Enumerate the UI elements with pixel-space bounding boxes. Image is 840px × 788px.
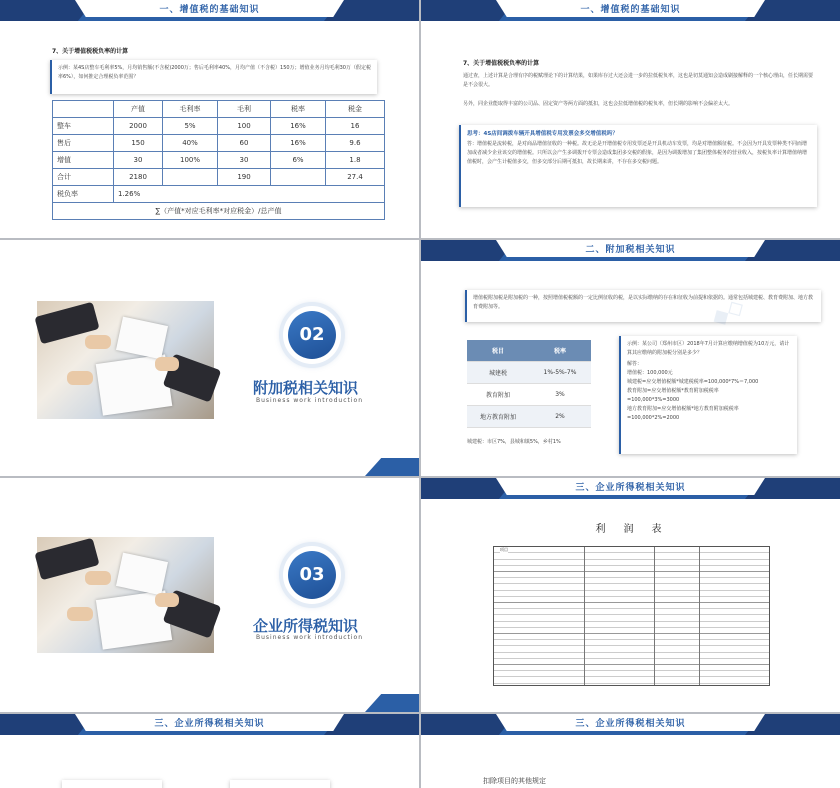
slide-3[interactable] [0,240,419,476]
question-text: 思考：4S店间调拨车辆开具增值税专用发票会多交增值税吗？ [467,131,618,137]
slide-4[interactable] [421,240,840,476]
table-cell: 40% [163,135,218,152]
table-cell: 100 [218,118,271,135]
example-box [50,60,377,94]
section-text: 扣除项目的其他规定 [483,777,546,785]
table-cell: 16 [326,118,385,135]
solution-title: 解答： [627,361,643,367]
table-cell: 16% [271,135,326,152]
band-title: 一、增值税的基础知识 [159,5,260,15]
solution-line: =100,000*2%=2000 [627,415,680,421]
intro-text: 增值税附加税是附加税的一种，按照增值税税额的一定比例征收的税，是以实际缴纳的存在和征收为前提和依据的。通常包括城建税、教育费附加、地方教育费附加等。 [473,295,814,310]
table-cell: 2% [529,406,591,428]
table-header: 产值 [114,101,163,118]
solution-line: =100,000*3%=3000 [627,397,680,403]
slide-1[interactable] [0,0,419,238]
title-band [421,714,840,735]
slide-2[interactable] [421,0,840,238]
example-text: 示例：某4S店整车毛利率5%，月均销售额(不含税)2000万；售后毛利率40%，月均产值（不含税）150万；增值业务月均毛利30万（假定税率6%），如何推定合理税负率范围？ [58,65,371,80]
title-band [421,478,840,499]
slide-7[interactable] [0,714,419,788]
title-band [0,0,419,21]
band-title: 三、企业所得税相关知识 [575,483,686,493]
table-cell: 合计 [53,169,114,186]
example-box [619,336,797,454]
corner-decoration [365,458,419,476]
report-title: 利 润 表 [595,524,666,535]
table-cell: 9.6 [326,135,385,152]
business-photo [37,301,214,419]
section-number-circle [283,546,341,604]
table-cell: 100% [163,152,218,169]
title-band [421,240,840,261]
table-cell: 1%-5%-7% [529,362,591,384]
table-cell: 150 [114,135,163,152]
content-card [230,780,330,788]
watermark-icon: ◆◇ [707,293,749,332]
table-cell: 地方教育附加 [467,406,529,428]
table-cell: 60 [218,135,271,152]
section-title: 企业所得税知识 [253,617,359,635]
table-header: 税金 [326,101,385,118]
section-number: 02 [288,311,336,359]
section-heading: 7、关于增值税税负率的计算 [463,60,540,67]
table-cell: 2000 [114,118,163,135]
table-cell: 售后 [53,135,114,152]
table-row [53,186,385,203]
title-band [421,0,840,21]
table-cell [163,169,218,186]
table-row [53,169,385,186]
table-cell: 3% [529,384,591,406]
section-heading: 7、关于增值税税负率的计算 [52,48,129,55]
slide-8[interactable] [421,714,840,788]
table-cell: 30 [218,152,271,169]
table-header [53,101,114,118]
slide-5[interactable] [0,478,419,712]
table-row [467,362,591,384]
table-row [53,118,385,135]
rate-label: 税负率 [53,186,114,203]
table-header: 税目 [467,340,529,362]
band-title: 二、附加税相关知识 [585,245,676,255]
city-tax-note: 城建税：市区7%，县城和镇5%，乡村1% [467,439,561,445]
table-header: 税率 [529,340,591,362]
table-cell: 增值 [53,152,114,169]
table-cell: 整车 [53,118,114,135]
band-title: 三、企业所得税相关知识 [575,719,686,729]
table-row [467,384,591,406]
solution-line: 城建税=应交增值税额*城建税税率=100,000*7%＝7,000 [627,379,759,385]
table-header: 毛利 [218,101,271,118]
income-statement-form [493,546,770,686]
section-number-circle [283,306,341,364]
section-subtitle: Business work introduction [256,634,364,641]
rate-value: 1.26% [114,186,385,203]
corner-decoration [365,694,419,712]
section-title: 附加税相关知识 [253,379,359,397]
paragraph-1: 通过查，上述计算是合理有序的税赋理论下的计算结果，如果库存过大还会进一步的拉低税负率，这也是切莫通知会造成刷接解释的一个核心理由，任长期需要是不会很大。 [463,73,814,88]
table-row [53,203,385,220]
solution-line: 增值税：100,000元 [627,370,673,376]
table-cell: 5% [163,118,218,135]
table-cell: 6% [271,152,326,169]
slide-6[interactable] [421,478,840,712]
table-row [53,152,385,169]
table-cell [271,169,326,186]
solution-line: 地方教育附加=应交增值税额*地方教育附加税税率 [627,406,739,412]
table-cell: 城建税 [467,362,529,384]
formula: ∑（产值*对应毛利率*对应税金）/总产值 [53,203,385,220]
example-text: 示例：某公司（郑州市区）2018年7月计算应缴纳增值税为10万元，请计算其应缴纳的附加税分别是多少？ [627,341,790,356]
section-subtitle: Business work introduction [256,397,364,404]
table-row [467,406,591,428]
intro-box [465,290,821,322]
table-cell: 190 [218,169,271,186]
form-column-label: 项目 [500,547,508,552]
business-photo [37,537,214,653]
answer-text: 答：增值税是流转税，是对商品增值征收的一种税。故无论是开增值税专用发票还是开具机动车发票，均是对增值额征税。不会因为开具发票种类不同而增加或者减少企业该交的增值税。只所以会产生多调拨开专票会造成集团多交税的假象，是因为调拨增加了集团整体税务的营业收入，按税负率计算增值纳增值税时，会产生计税值多交，但多交部分后期可抵扣，故长期来讲，不存在多交税问题。 [467,141,808,165]
table-cell: 16% [271,118,326,135]
table-cell: 27.4 [326,169,385,186]
table-header: 税率 [271,101,326,118]
question-box [459,125,817,207]
tax-table [52,100,385,220]
table-cell: 30 [114,152,163,169]
table-cell: 2180 [114,169,163,186]
title-band [0,714,419,735]
solution-line: 教育附加=应交增值税额*教育附加税税率 [627,388,719,394]
content-card [62,780,162,788]
table-header: 毛利率 [163,101,218,118]
band-title: 三、企业所得税相关知识 [154,719,265,729]
table-cell: 1.8 [326,152,385,169]
paragraph-2: 另外，同企业能取得丰富的公司品、固定资产等两方面的抵扣，这也会拉低增值税的税负率，但长期的影响不会偏差太大。 [463,101,734,107]
section-number: 03 [288,551,336,599]
surtax-table [467,340,591,428]
band-title: 一、增值税的基础知识 [580,5,681,15]
table-row [53,135,385,152]
table-cell: 教育附加 [467,384,529,406]
